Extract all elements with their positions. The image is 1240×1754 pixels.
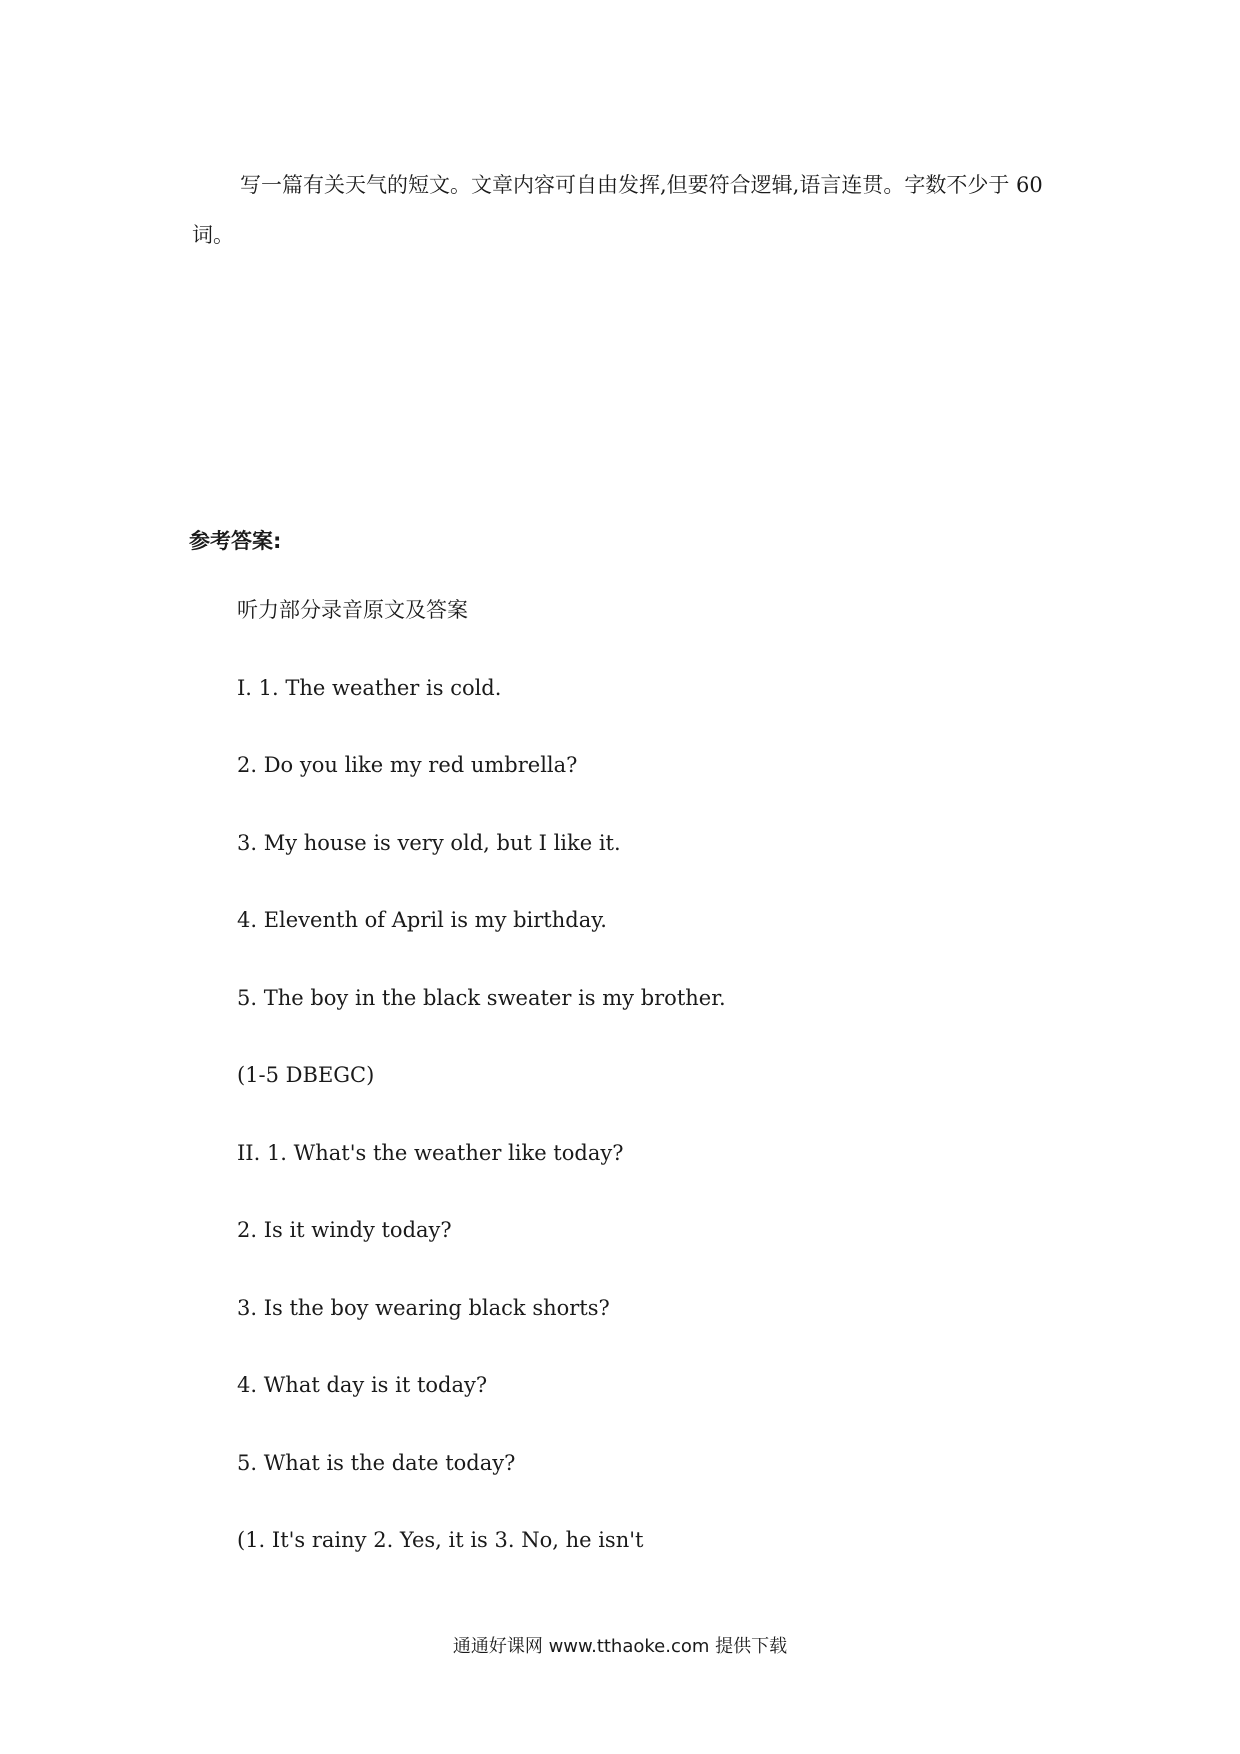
section2-line-1: II. 1. What's the weather like today? — [237, 1141, 624, 1165]
section2-answer-key: (1. It's rainy 2. Yes, it is 3. No, he isn't — [237, 1528, 644, 1552]
answers-heading: 参考答案: — [189, 529, 282, 553]
section2-line-3: 3. Is the boy wearing black shorts? — [237, 1296, 610, 1320]
section2-line-2: 2. Is it windy today? — [237, 1218, 452, 1242]
writing-prompt: 写一篇有关天气的短文。文章内容可自由发挥,但要符合逻辑,语言连贯。字数不少于 60 词。 — [192, 173, 1043, 247]
listening-title: 听力部分录音原文及答案 — [237, 598, 468, 622]
section2-line-5: 5. What is the date today? — [237, 1451, 516, 1475]
section1-line-5: 5. The boy in the black sweater is my brother. — [237, 986, 726, 1010]
section1-line-2: 2. Do you like my red umbrella? — [237, 753, 578, 777]
section1-line-3: 3. My house is very old, but I like it. — [237, 831, 621, 855]
page-footer: 通通好课网 www.tthaoke.com 提供下载 — [452, 1636, 788, 1657]
section1-line-1: I. 1. The weather is cold. — [237, 676, 502, 700]
section1-line-4: 4. Eleventh of April is my birthday. — [237, 908, 607, 932]
section2-line-4: 4. What day is it today? — [237, 1373, 488, 1397]
section1-answer-key: (1-5 DBEGC) — [237, 1063, 375, 1087]
